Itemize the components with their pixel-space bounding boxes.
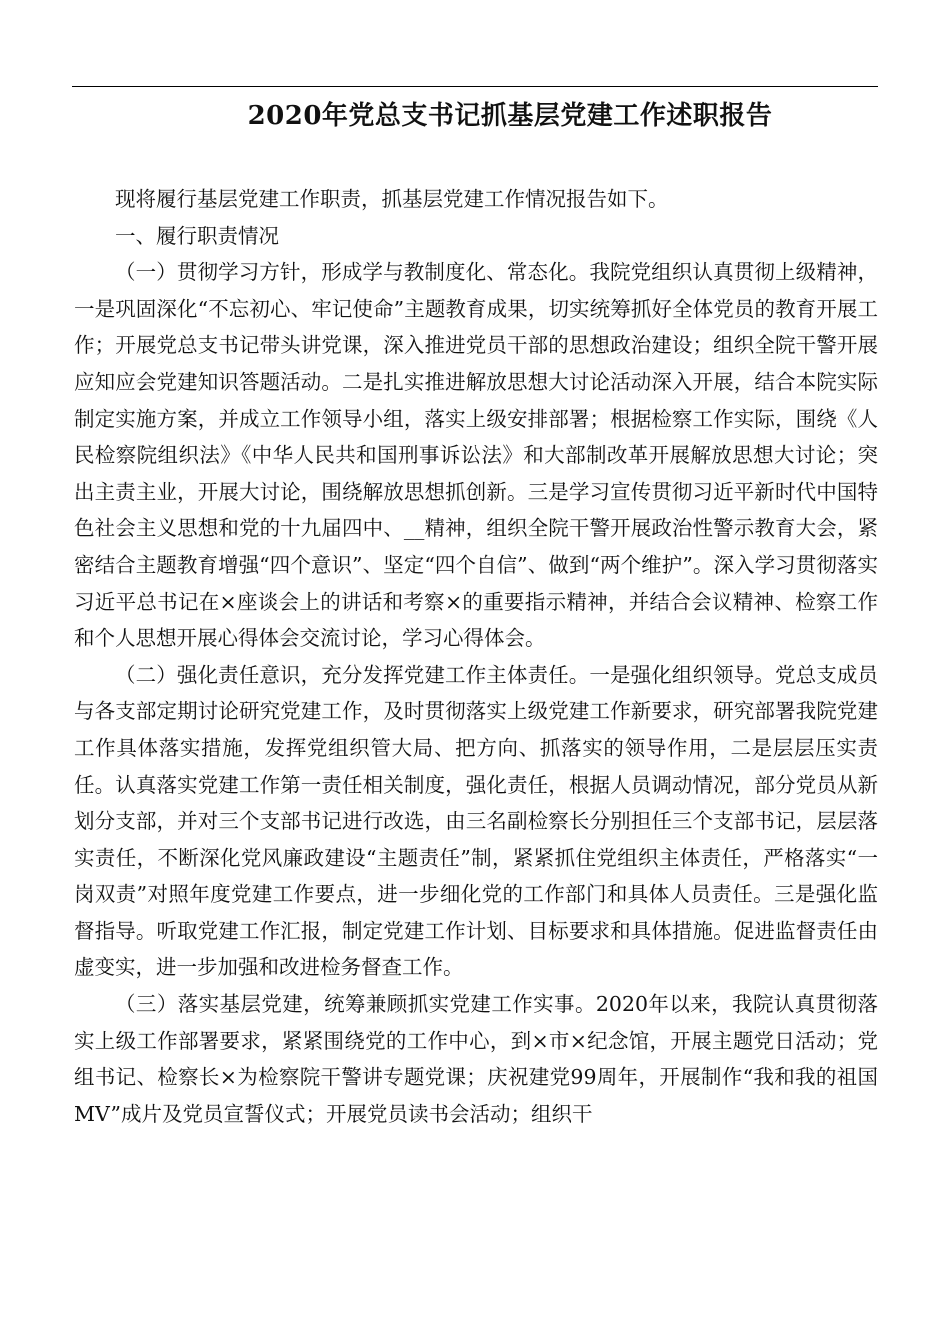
intro-paragraph: 现将履行基层党建工作职责，抓基层党建工作情况报告如下。 [115,187,669,211]
body-paragraph-1: （一）贯彻学习方针，形成学与教制度化、常态化。我院党组织认真贯彻上级精神，一是巩固深化“不忘初心、牢记使命”主题教育成果，切实统筹抓好全体党员的教育开展工作；开展党总支书记带头讲党课，深入推进党员干部的思想政治建设；组织全院干警开展应知应会党建知识答题活动。二是扎实推进解放思想大讨论活动深入开展，结合本院实际制定实施方案，并成立工作领导小组，落实上级安排部署；根据检察工作实际，围绕《人民检察院组织法》《中华人民共和国刑事诉讼法》和大部制改革开展解放思想大讨论；突出主责主业，开展大讨论，围绕解放思想抓创新。三是学习宣传贯彻习近平新时代中国特色社会主义思想和党的十九届四中、__精神，组织全院干警开展政治性警示教育大会，紧密结合主题教育增强“四个意识”、坚定“四个自信”、做到“两个维护”。深入学习贯彻落实习近平总书记在×座谈会上的讲话和考察×的重要指示精神，并结合会议精神、检察工作和个人思想开展心得体会交流讨论，学习心得体会。 [74,260,878,651]
section-heading: 一、履行职责情况 [115,223,279,248]
body-paragraph-3: （三）落实基层党建，统筹兼顾抓实党建工作实事。2020年以来，我院认真贯彻落实上级工作部署要求，紧紧围绕党的工作中心，到×市×纪念馆，开展主题党日活动；党组书记、检察长×为检察院干警讲专题党课；庆祝建党99周年，开展制作“我和我的祖国MV”成片及党员宣誓仪式；开展党员读书会活动；组织干 [74,992,878,1126]
body-paragraph-2: （二）强化责任意识，充分发挥党建工作主体责任。一是强化组织领导。党总支成员与各支部定期讨论研究党建工作，及时贯彻落实上级党建工作新要求，研究部署我院党建工作具体落实措施，发挥党组织管大局、把方向、抓落实的领导作用，二是层层压实责任。认真落实党建工作第一责任相关制度，强化责任，根据人员调动情况，部分党员从新划分支部，并对三个支部书记进行改选，由三名副检察长分别担任三个支部书记，层层落实责任，不断深化党风廉政建设“主题责任”制，紧紧抓住党组织主体责任，严格落实“一岗双责”对照年度党建工作要点，进一步细化党的工作部门和具体人员责任。三是强化监督指导。听取党建工作汇报，制定党建工作计划、目标要求和具体措施。促进监督责任由虚变实，进一步加强和改进检务督查工作。 [74,662,878,980]
header-rule [72,86,878,87]
document-title: 2020年党总支书记抓基层党建工作述职报告 [247,101,773,131]
document-body [74,181,878,1132]
